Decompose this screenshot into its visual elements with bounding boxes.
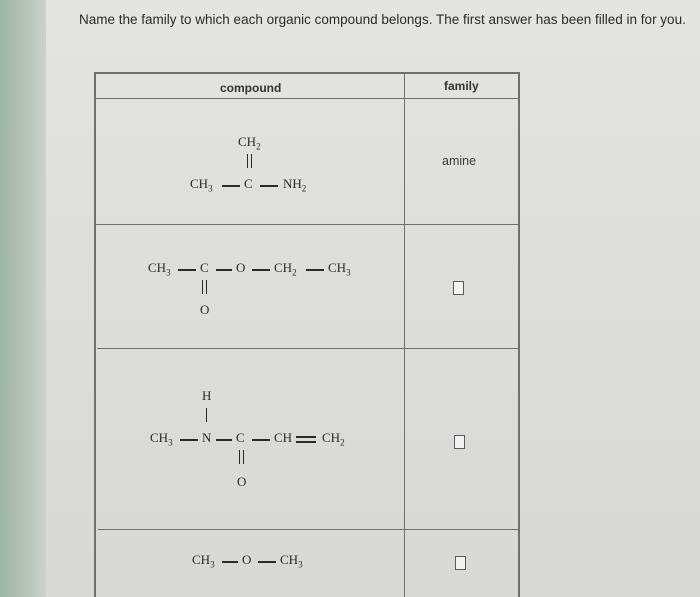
formula-group-nh2: $NH_2$ bbox=[283, 176, 307, 194]
subscript-digit: 3 bbox=[168, 437, 173, 448]
double-bond-vertical-b bbox=[251, 154, 252, 168]
formula-atom-c: C bbox=[244, 176, 253, 191]
subscript-digit: 3 bbox=[166, 267, 171, 278]
formula-group-ch3: $CH_3$ bbox=[192, 552, 215, 570]
formula-atom-c: C bbox=[236, 430, 245, 445]
column-divider bbox=[404, 72, 405, 597]
single-bond bbox=[222, 561, 238, 563]
header-family: family bbox=[444, 79, 479, 93]
single-bond bbox=[222, 185, 240, 187]
instructions-text: Name the family to which each organic compound belongs. The first answer has been filled in for you. bbox=[79, 12, 686, 27]
subscript-digit: 3 bbox=[298, 559, 303, 570]
formula-atom-o: O bbox=[242, 552, 252, 567]
single-bond bbox=[252, 439, 270, 441]
subscript-digit: 3 bbox=[346, 267, 351, 278]
row-divider-1 bbox=[96, 224, 520, 225]
header-compound: compound bbox=[220, 81, 282, 95]
subscript-digit: 2 bbox=[340, 437, 345, 448]
double-bond-vertical-b bbox=[243, 450, 244, 464]
formula-group-ch: CH bbox=[274, 430, 293, 445]
row-divider-2 bbox=[97, 348, 520, 349]
table-border-right bbox=[518, 72, 520, 597]
single-bond bbox=[258, 561, 276, 563]
formula-atom-c: C bbox=[200, 260, 209, 275]
compound-family-table bbox=[94, 72, 520, 597]
single-bond bbox=[216, 269, 232, 271]
double-bond-a bbox=[296, 436, 316, 438]
formula-group-ch3: $CH_3$ bbox=[150, 430, 173, 448]
subscript-digit: 3 bbox=[210, 559, 215, 570]
single-bond bbox=[180, 439, 198, 441]
formula-atom-o: O bbox=[236, 260, 246, 275]
family-answer-box-4[interactable] bbox=[455, 556, 466, 570]
subscript-digit: 2 bbox=[301, 183, 307, 194]
family-answer-box-3[interactable] bbox=[454, 435, 465, 449]
double-bond-b bbox=[296, 441, 316, 443]
left-border-strip bbox=[0, 0, 46, 597]
formula-group-ch3: $CH_3$ bbox=[148, 260, 171, 278]
formula-group-ch3-end: $CH_3$ bbox=[280, 552, 303, 570]
formula-group-ch2-top: $CH_2$ bbox=[238, 134, 261, 152]
family-answer-box-2[interactable] bbox=[453, 281, 464, 295]
formula-group-ch2: $CH_2$ bbox=[322, 430, 345, 448]
double-bond-vertical-a bbox=[247, 154, 248, 168]
table-border-left bbox=[94, 72, 96, 597]
single-bond bbox=[260, 185, 278, 187]
single-bond bbox=[252, 269, 270, 271]
row-divider-3 bbox=[98, 529, 520, 530]
subscript-digit: 3 bbox=[208, 183, 213, 194]
formula-group-ch2: $CH_2$ bbox=[274, 260, 297, 278]
formula-atom-o-carbonyl: O bbox=[200, 302, 210, 317]
header-divider bbox=[94, 98, 520, 99]
single-bond-vertical bbox=[206, 408, 207, 422]
subscript-digit: 2 bbox=[256, 141, 261, 152]
formula-group-ch3-end: $CH_3$ bbox=[328, 260, 351, 278]
family-answer-1: amine bbox=[442, 154, 477, 168]
formula-atom-o-carbonyl: O bbox=[237, 474, 247, 489]
single-bond bbox=[216, 439, 232, 441]
formula-group-ch3: $CH_3$ bbox=[190, 176, 213, 194]
single-bond bbox=[178, 269, 196, 271]
subscript-digit: 2 bbox=[292, 267, 297, 278]
formula-atom-h: H bbox=[202, 388, 212, 403]
table-border-top bbox=[94, 72, 520, 74]
double-bond-vertical-a bbox=[202, 280, 203, 294]
single-bond bbox=[306, 269, 324, 271]
double-bond-vertical-b bbox=[206, 280, 207, 294]
formula-atom-n: N bbox=[202, 430, 212, 445]
double-bond-vertical-a bbox=[239, 450, 240, 464]
